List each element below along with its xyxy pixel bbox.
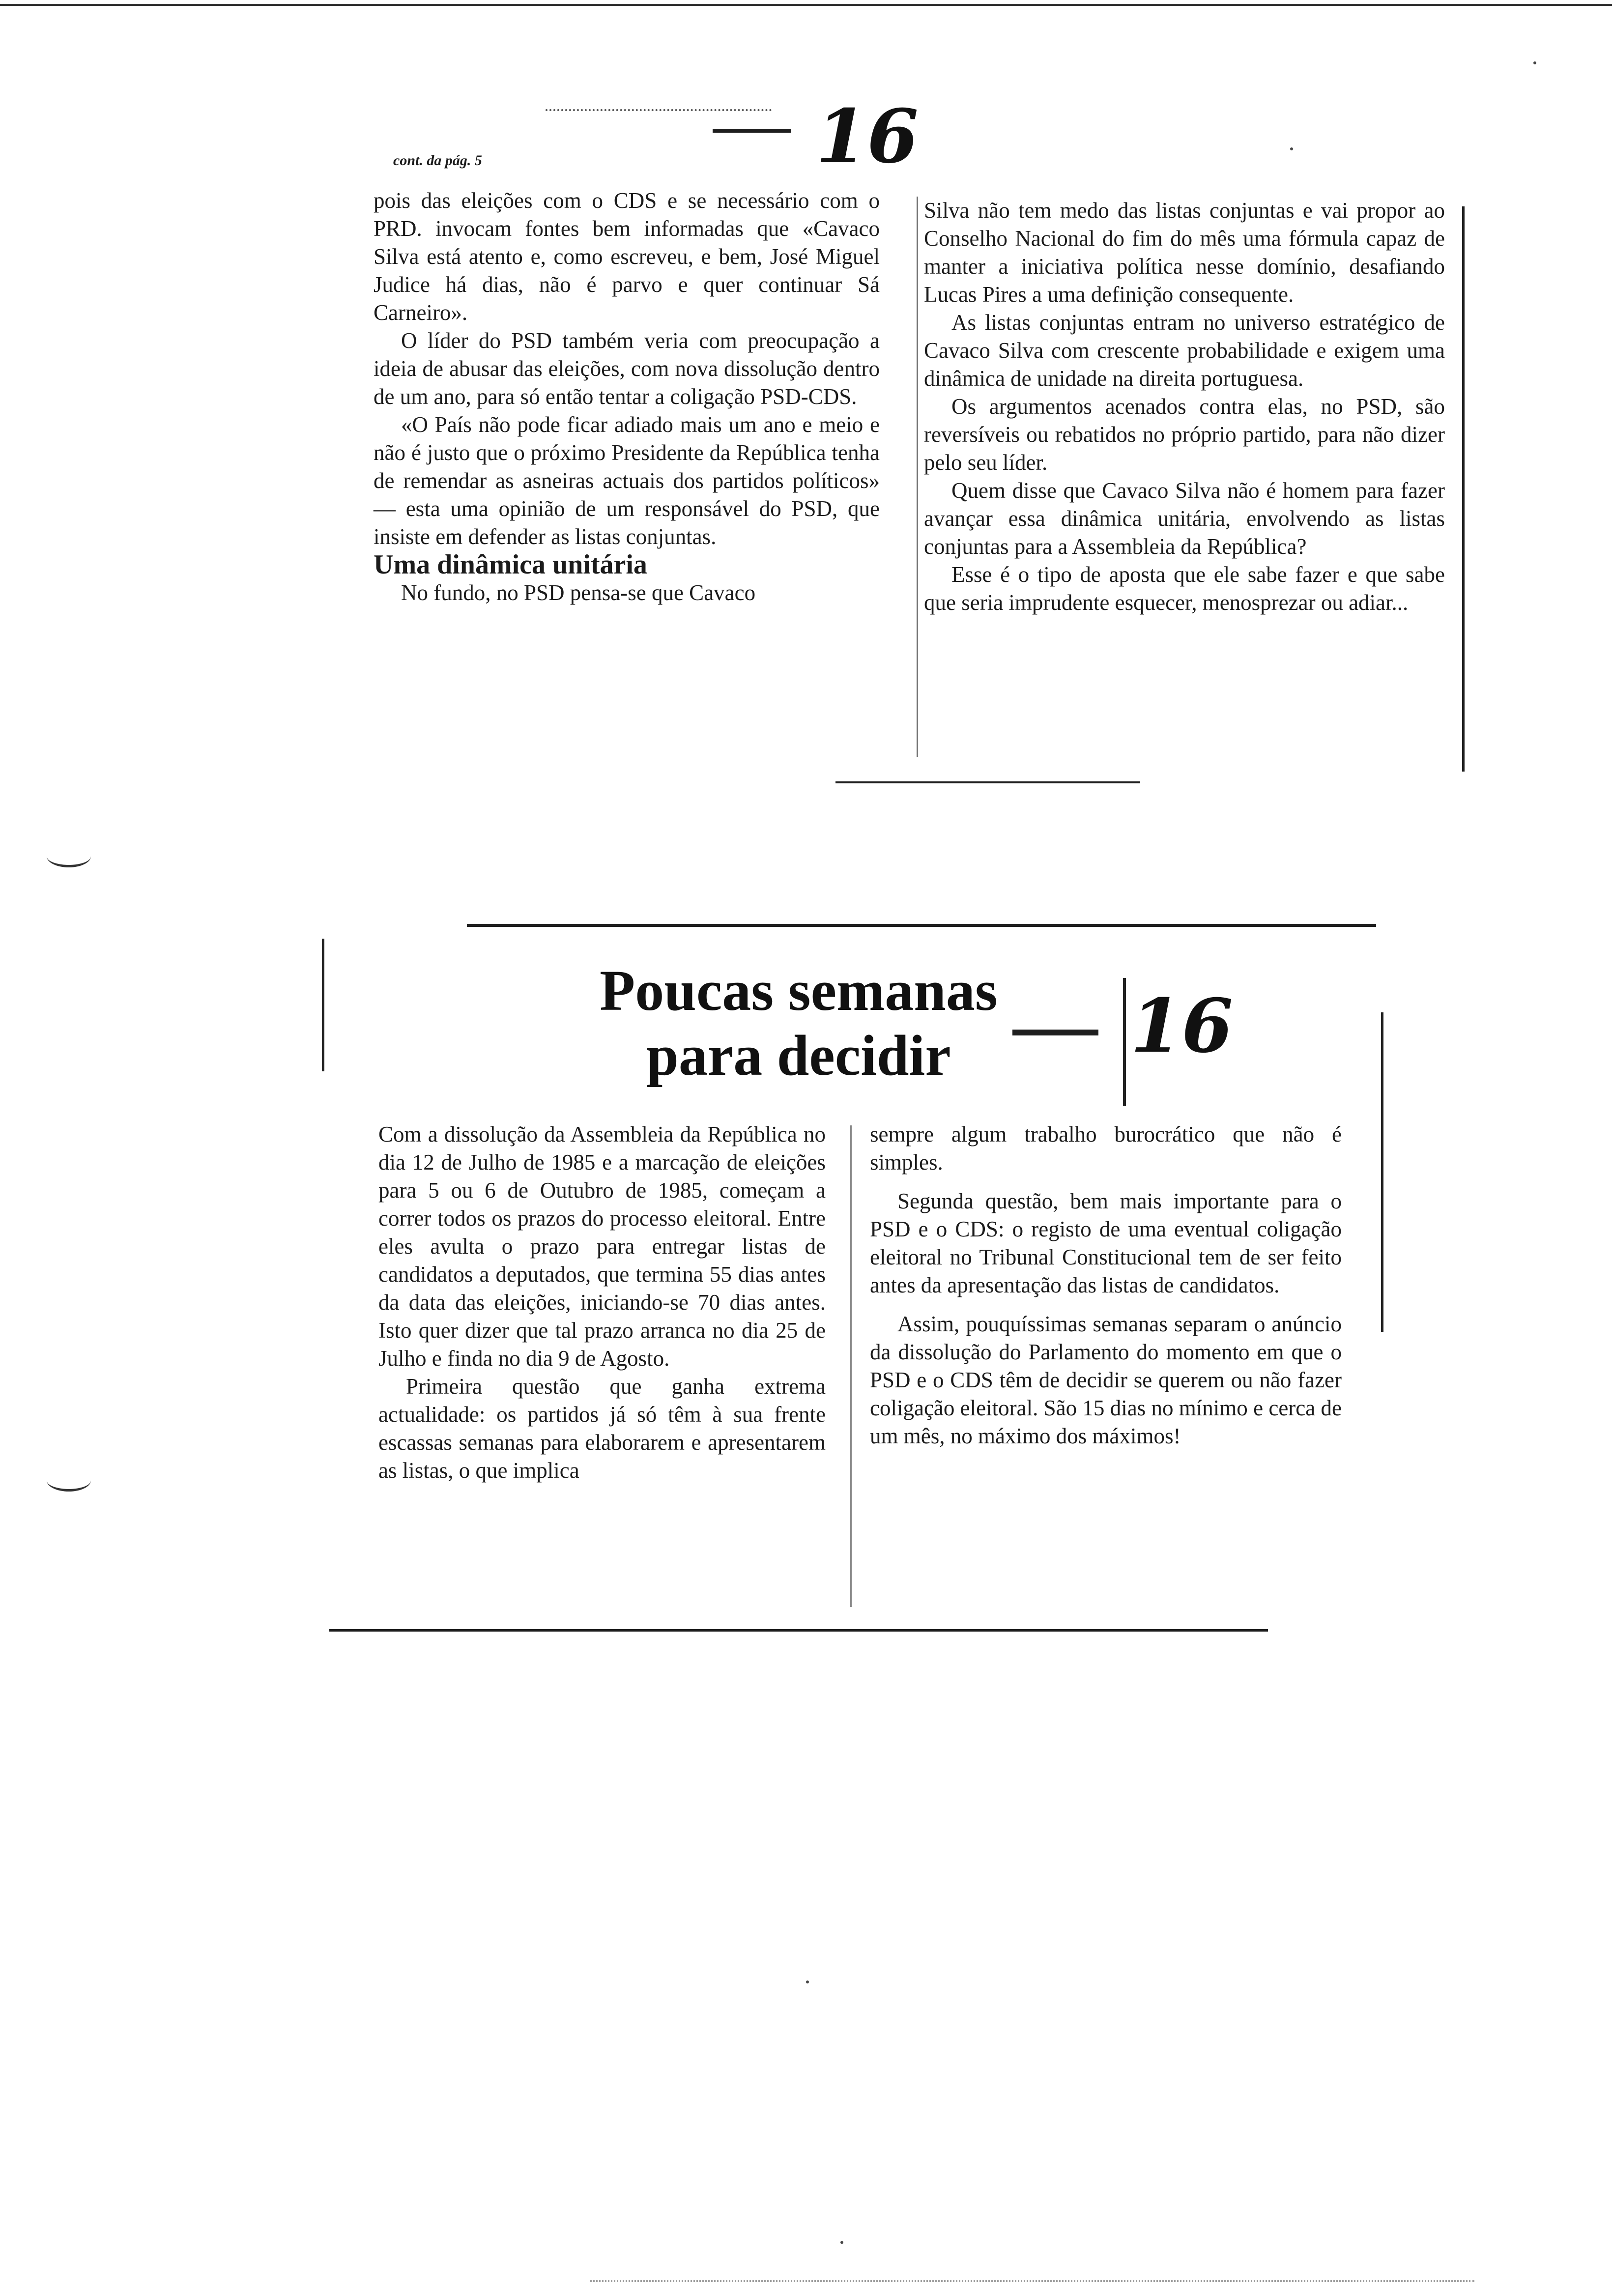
scan-speck xyxy=(1533,61,1536,64)
article-right-paragraph: sempre algum trabalho burocrático que não é simples. xyxy=(870,1122,1342,1175)
clipping-column-divider xyxy=(917,197,918,757)
continuation-right-paragraph: Silva não tem medo das listas conjuntas e vai propor ao Conselho Nacional do fim do mês uma fórmula capaz de manter a iniciativa política nesse domínio, desafiando Lucas Pires a uma definição consequente. xyxy=(924,198,1445,307)
article-bottom-rule xyxy=(329,1629,1268,1632)
clipping-right-edge xyxy=(1462,206,1465,772)
headline-line: Poucas semanas xyxy=(600,958,998,1023)
scan-top-border xyxy=(0,4,1612,6)
continuation-left-paragraph: pois das eleições com o CDS e se necessário com o PRD. invocam fontes bem informadas que «Cavaco Silva está atento e, como escreveu, e bem, José Miguel Judice há dias, não é parvo e quer continuar Sá Carneiro». xyxy=(374,188,880,325)
continuation-left-paragraph: «O País não pode ficar adiado mais um ano e meio e não é justo que o próximo Presidente da República tenha de remendar as asneiras actuais dos partidos políticos» — esta uma opinião de um responsável do PSD, que insiste em defender as listas conjuntas. xyxy=(374,412,880,549)
continuation-left-paragraph: O líder do PSD também veria com preocupação a ideia de abusar das eleições, com nova dissolução dentro de um ano, para só então tentar a coligação PSD-CDS. xyxy=(374,328,880,409)
handwritten-page-mark: 16 xyxy=(816,93,919,180)
handwritten-page-mark: 16 xyxy=(1130,983,1233,1069)
scan-bottom-dots xyxy=(590,2280,1474,2282)
article-right-paragraph: Segunda questão, bem mais importante para o PSD e o CDS: o registo de uma eventual coligação eleitoral no Tribunal Constitucional tem de ser feito antes da apresentação das listas de candidatos. xyxy=(870,1189,1342,1297)
clipping-top-dash xyxy=(713,129,791,133)
scan-speck xyxy=(840,2241,843,2244)
continuation-right-paragraph: Quem disse que Cavaco Silva não é homem para fazer avançar essa dinâmica unitária, envolvendo as listas conjuntas para a Assembleia da República? xyxy=(924,478,1445,559)
punch-hole-mark xyxy=(47,1469,91,1492)
headline-line: para decidir xyxy=(646,1023,951,1088)
clipping-bottom-edge xyxy=(835,781,1140,783)
article-left-paragraph: Primeira questão que ganha extrema actualidade: os partidos já só têm à sua frente escassas semanas para elaborarem e apresentarem as listas, o que implica xyxy=(378,1374,826,1483)
continuation-right-paragraph: Esse é o tipo de aposta que ele sabe fazer e que sabe que seria imprudente esquecer, menosprezar ou adiar... xyxy=(924,562,1445,615)
continuation-subhead: Uma dinâmica unitária xyxy=(374,549,647,580)
punch-hole-mark xyxy=(47,845,91,867)
continuation-left-column xyxy=(374,187,880,607)
handwritten-stroke xyxy=(1123,978,1126,1106)
article-headline xyxy=(491,958,1106,1088)
article-left-edge xyxy=(322,939,324,1071)
article-left-column xyxy=(378,1120,826,1485)
continuation-caption: cont. da pág. 5 xyxy=(393,152,482,169)
continuation-right-paragraph: As listas conjuntas entram no universo estratégico de Cavaco Silva com crescente probabilidade e exigem uma dinâmica de unidade na direita portuguesa. xyxy=(924,310,1445,391)
scan-speck xyxy=(1290,147,1293,150)
continuation-right-column xyxy=(924,197,1445,617)
article-left-paragraph: Com a dissolução da Assembleia da República no dia 12 de Julho de 1985 e a marcação de eleições para 5 ou 6 de Outubro de 1985, começam a correr todos os prazos do processo eleitoral. Entre eles avulta o prazo para entregar listas de candidatos a deputados, que termina 55 dias antes da data das eleições, iniciando-se 70 dias antes. Isto quer dizer que tal prazo arranca no dia 25 de Julho e finda no dia 9 de Agosto. xyxy=(378,1122,826,1371)
headline-underline-stroke xyxy=(1012,1030,1098,1035)
article-right-edge xyxy=(1381,1012,1383,1332)
scan-speck xyxy=(806,1980,809,1983)
continuation-right-paragraph: Os argumentos acenados contra elas, no PSD, são reversíveis ou rebatidos no próprio partido, para não dizer pelo seu líder. xyxy=(924,394,1445,475)
article-right-column xyxy=(870,1120,1342,1450)
continuation-left-paragraph: No fundo, no PSD pensa-se que Cavaco xyxy=(401,580,756,605)
article-right-paragraph: Assim, pouquíssimas semanas separam o anúncio da dissolução do Parlamento do momento em que o PSD e o CDS têm de decidir se querem ou não fazer coligação eleitoral. São 15 dias no mínimo e cerca de um mês, no máximo dos máximos! xyxy=(870,1312,1342,1448)
article-column-divider xyxy=(850,1125,852,1607)
clipping-top-dotted-edge xyxy=(546,109,772,111)
article-top-rule xyxy=(467,924,1376,927)
